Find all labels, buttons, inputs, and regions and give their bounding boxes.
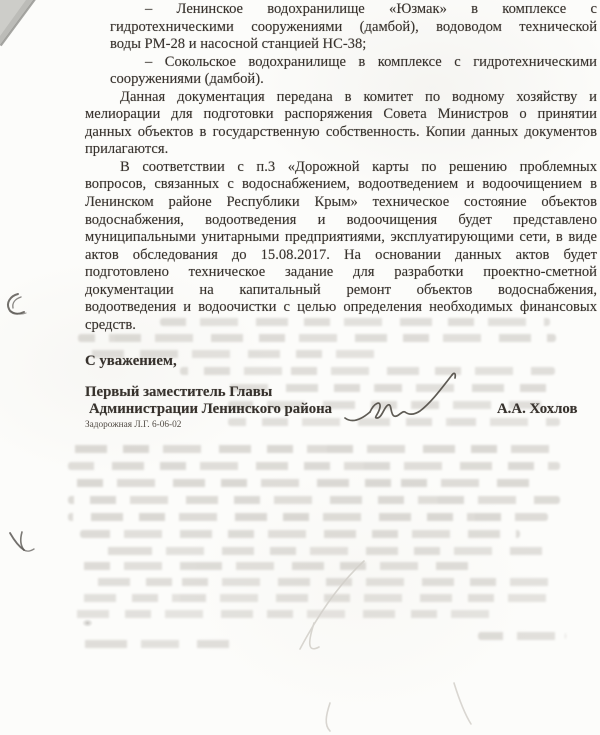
body-line: средств.	[85, 316, 136, 333]
body-line: водоснабжения, водоотведения и водоочищения будет представлено	[85, 211, 597, 228]
ink-mark-upper	[5, 292, 31, 320]
bleed-through-line	[68, 462, 560, 470]
body-line: гидротехническими сооружениями (дамбой), водоводом технической	[110, 18, 597, 35]
body-line: муниципальными унитарными предприятиями, эксплуатирующими сети, в виде	[85, 229, 597, 246]
body-line: В соответствии с п.3 «Дорожной карты по решению проблемных	[120, 158, 597, 175]
closing-phrase: С уважением,	[85, 353, 177, 369]
body-line: данных объектов в государственную собственность. Копии данных документов	[85, 123, 597, 140]
body-line: Ленинском районе Республики Крым» техническое состояние объектов	[85, 194, 597, 211]
executor-note: Задорожная Л.Г. 6-06-02	[85, 420, 182, 430]
body-line: – Сокольское водохранилище в комплексе с гидротехническими	[145, 53, 597, 70]
body-line: документации на капитальный ремонт объектов водоснабжения,	[85, 281, 597, 298]
body-line: водоотведения и водоочистки с целью определения необходимых финансовых	[85, 299, 597, 316]
body-line: прилагаются.	[85, 141, 169, 158]
bleed-through-line	[68, 496, 560, 504]
body-line: воды РМ-28 и насосной станцией НС-38;	[110, 36, 367, 53]
body-line: актов обследования до 15.08.2017. На основании данных актов будет	[85, 246, 597, 263]
signer-title-line2: Администрации Ленинского района	[89, 401, 333, 417]
signer-name: А.А. Хохлов	[497, 401, 578, 417]
smudge-mark	[82, 619, 93, 627]
bleed-through-line	[68, 479, 536, 487]
signer-title-line1: Первый заместитель Главы	[85, 384, 273, 400]
signature-scribble	[343, 371, 467, 429]
body-line: вопросов, связанных с водоснабжением, водоотведением и водоочищением в	[85, 176, 597, 193]
bleed-through-line	[68, 445, 560, 453]
body-line: сооружениями (дамбой).	[110, 71, 264, 88]
body-line: подготовлено техническое задание для разработки проектно-сметной	[85, 264, 597, 281]
body-line: – Ленинское водохранилище «Юзмак» в комплексе с	[145, 1, 597, 17]
body-line: Данная документация передана в комитет по водному хозяйству и	[120, 88, 597, 105]
bleed-through-line	[75, 640, 235, 648]
body-line: мелиорации для подготовки распоряжения Совета Министров о принятии	[85, 106, 597, 123]
ink-mark-lower	[7, 531, 35, 559]
bleed-through-line	[78, 334, 556, 342]
bleed-through-scribble	[278, 553, 498, 733]
bleed-through-line	[80, 530, 520, 538]
bleed-through-line	[68, 513, 548, 521]
body-text	[85, 1, 597, 334]
